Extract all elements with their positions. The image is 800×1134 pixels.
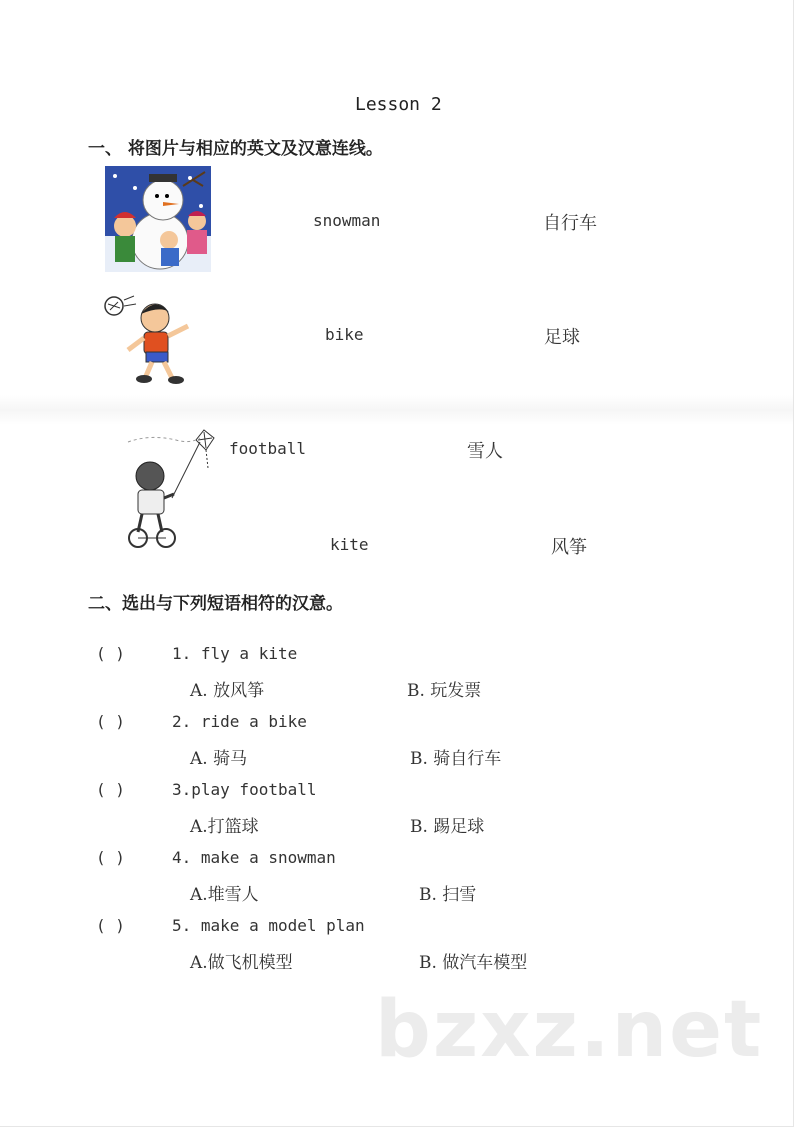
option-a: A.堆雪人 <box>190 885 259 905</box>
answer-paren: ( ) <box>96 712 125 731</box>
option-a: A.打篮球 <box>190 817 259 837</box>
answer-paren: ( ) <box>96 780 125 799</box>
section1-heading: 一、 将图片与相应的英文及汉意连线。 <box>88 139 383 159</box>
option-b: B. 骑自行车 <box>410 749 502 769</box>
question-text: 5. make a model plan <box>172 916 365 935</box>
option-b: B. 做汽车模型 <box>419 953 528 973</box>
chinese-word: 自行车 <box>543 213 597 234</box>
option-a: A. 放风筝 <box>190 681 265 701</box>
chinese-word: 雪人 <box>467 441 503 462</box>
question-text: 2. ride a bike <box>172 712 307 731</box>
answer-paren: ( ) <box>96 644 125 663</box>
chinese-word: 足球 <box>544 327 580 348</box>
option-b: B. 玩发票 <box>407 681 482 701</box>
question-text: 3.play football <box>172 780 317 799</box>
option-a: A.做飞机模型 <box>190 953 293 973</box>
chinese-word: 风筝 <box>551 537 587 558</box>
answer-paren: ( ) <box>96 848 125 867</box>
answer-paren: ( ) <box>96 916 125 935</box>
question-text: 4. make a snowman <box>172 848 336 867</box>
kite-bike-picture <box>120 428 216 552</box>
option-a: A. 骑马 <box>190 749 248 769</box>
english-word: kite <box>330 535 369 554</box>
scan-band <box>0 395 793 425</box>
english-word: bike <box>325 325 364 344</box>
section2-heading: 二、选出与下列短语相符的汉意。 <box>88 594 343 614</box>
snowman-picture <box>105 166 211 272</box>
english-word: snowman <box>313 211 381 230</box>
page-title: Lesson 2 <box>355 94 442 115</box>
watermark: bzxz.net <box>375 985 764 1075</box>
option-b: B. 踢足球 <box>410 817 485 837</box>
question-text: 1. fly a kite <box>172 644 298 663</box>
football-player-picture <box>100 290 198 386</box>
english-word: football <box>229 439 307 458</box>
option-b: B. 扫雪 <box>419 885 477 905</box>
